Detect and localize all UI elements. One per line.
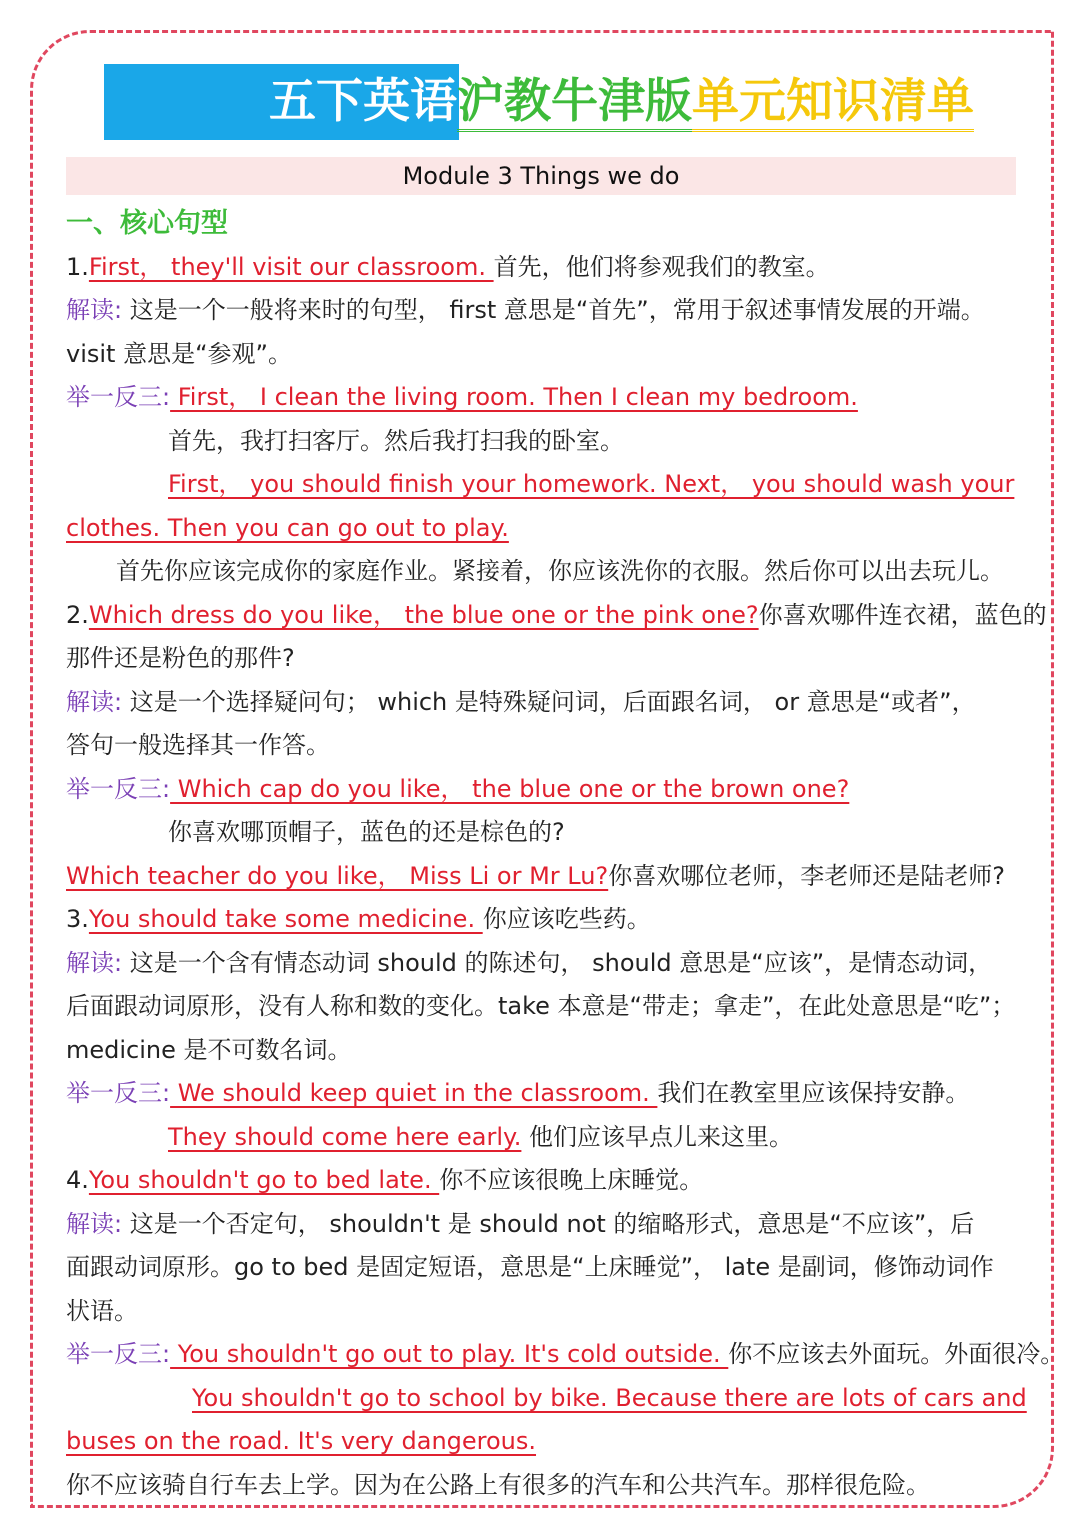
example-label: 举一反三: (66, 383, 171, 411)
sentence-4-example-2-cn: 你不应该骑自行车去上学。因为在公路上有很多的汽车和公共汽车。那样很危险。 (66, 1470, 930, 1499)
sentence-1-example-2-cn: 首先你应该完成你的家庭作业。紧接着，你应该洗你的衣服。然后你可以出去玩儿。 (116, 557, 1004, 585)
sentence-2-example-1: 举一反三: Which cap do you like， the blue one or the brown one? (66, 774, 850, 803)
sentence-1: 1.First， they'll visit our classroom. 首先，他们将参观我们的教室。 (66, 252, 830, 281)
sentence-2-example-1-cn: 你喜欢哪顶帽子，蓝色的还是棕色的? (168, 818, 565, 846)
title-part-3: 单元知识清单 (692, 74, 974, 132)
sentence-1-example-1: 举一反三: First， I clean the living room. Then I clean my bedroom. (66, 383, 858, 411)
page-title (104, 64, 984, 140)
sentence-1-example-1-cn: 首先，我打扫客厅。然后我打扫我的卧室。 (168, 426, 624, 455)
sentence-2-en: Which dress do you like， the blue one or the pink one? (88, 600, 759, 629)
sentence-4: 4.You shouldn't go to bed late. 你不应该很晚上床睡觉。 (66, 1166, 704, 1194)
sentence-3-explain: 解读: 这是一个含有情态动词 should 的陈述句， should 意思是“应该”，是情态动词， (66, 948, 993, 977)
title-part-1: 五下英语 (269, 74, 457, 129)
sentence-1-explain: 解读: 这是一个一般将来时的句型， first 意思是“首先”，常用于叙述事情发展的开端。 (66, 296, 985, 324)
sentence-2-explain: 解读: 这是一个选择疑问句； which 是特殊疑问词，后面跟名词， or 意思是“或者”， (66, 687, 976, 716)
sentence-4-example-2: You shouldn't go to school by bike. Because there are lots of cars and (192, 1383, 1027, 1412)
sentence-4-example-1: 举一反三: You shouldn't go out to play. It's cold outside. 你不应该去外面玩。外面很冷。 (66, 1340, 1065, 1368)
sentence-1-example-2-cont: clothes. Then you can go out to play. (66, 513, 509, 542)
sentence-4-explain: 解读: 这是一个否定句， shouldn't 是 should not 的缩略形式，意思是“不应该”，后 (66, 1209, 975, 1238)
sentence-3-explain-cont: 后面跟动词原形，没有人称和数的变化。take 本意是“带走；拿走”，在此处意思是“吃”； (66, 992, 1016, 1020)
sentence-2: 2.Which dress do you like， the blue one or the pink one?你喜欢哪件连衣裙，蓝色的 (66, 600, 1047, 629)
sentence-3-explain-cont-2: medicine 是不可数名词。 (66, 1035, 352, 1064)
sentence-1-cn: 首先，他们将参观我们的教室。 (493, 252, 830, 281)
sentence-4-example-2-cont: buses on the road. It's very dangerous. (66, 1427, 537, 1455)
sentence-4-explain-cont-2: 状语。 (66, 1296, 138, 1325)
module-heading: Module 3 Things we do (66, 157, 1016, 195)
sentence-3-example-1: 举一反三: We should keep quiet in the classroom. 我们在教室里应该保持安静。 (66, 1079, 970, 1107)
explain-label: 解读: (66, 296, 123, 324)
sentence-1-example-2: First， you should finish your homework. Next， you should wash your (168, 470, 1015, 498)
sentence-2-explain-cont: 答句一般选择其一作答。 (66, 731, 330, 759)
sentence-1-en: First， they'll visit our classroom. (88, 252, 494, 281)
sentence-1-explain-cont: visit 意思是“参观”。 (66, 339, 292, 368)
sentence-3: 3.You should take some medicine. 你应该吃些药。 (66, 905, 651, 933)
sentence-4-explain-cont: 面跟动词原形。go to bed 是固定短语，意思是“上床睡觉”， late 是副词，修饰动词作 (66, 1253, 994, 1281)
title-part-2: 沪教牛津版 (457, 74, 692, 132)
sentence-3-example-2: They should come here early. 他们应该早点儿来这里。 (168, 1122, 794, 1151)
sentence-2-cn-cont: 那件还是粉色的那件? (66, 644, 295, 672)
sentence-4-en: You shouldn't go to bed late. (88, 1166, 440, 1194)
section-heading: 一、核心句型 (66, 208, 228, 239)
sentence-3-en: You should take some medicine. (88, 905, 483, 933)
content (66, 202, 1065, 1507)
sentence-2-example-2: Which teacher do you like， Miss Li or Mr Lu?你喜欢哪位老师，李老师还是陆老师? (66, 861, 1005, 890)
